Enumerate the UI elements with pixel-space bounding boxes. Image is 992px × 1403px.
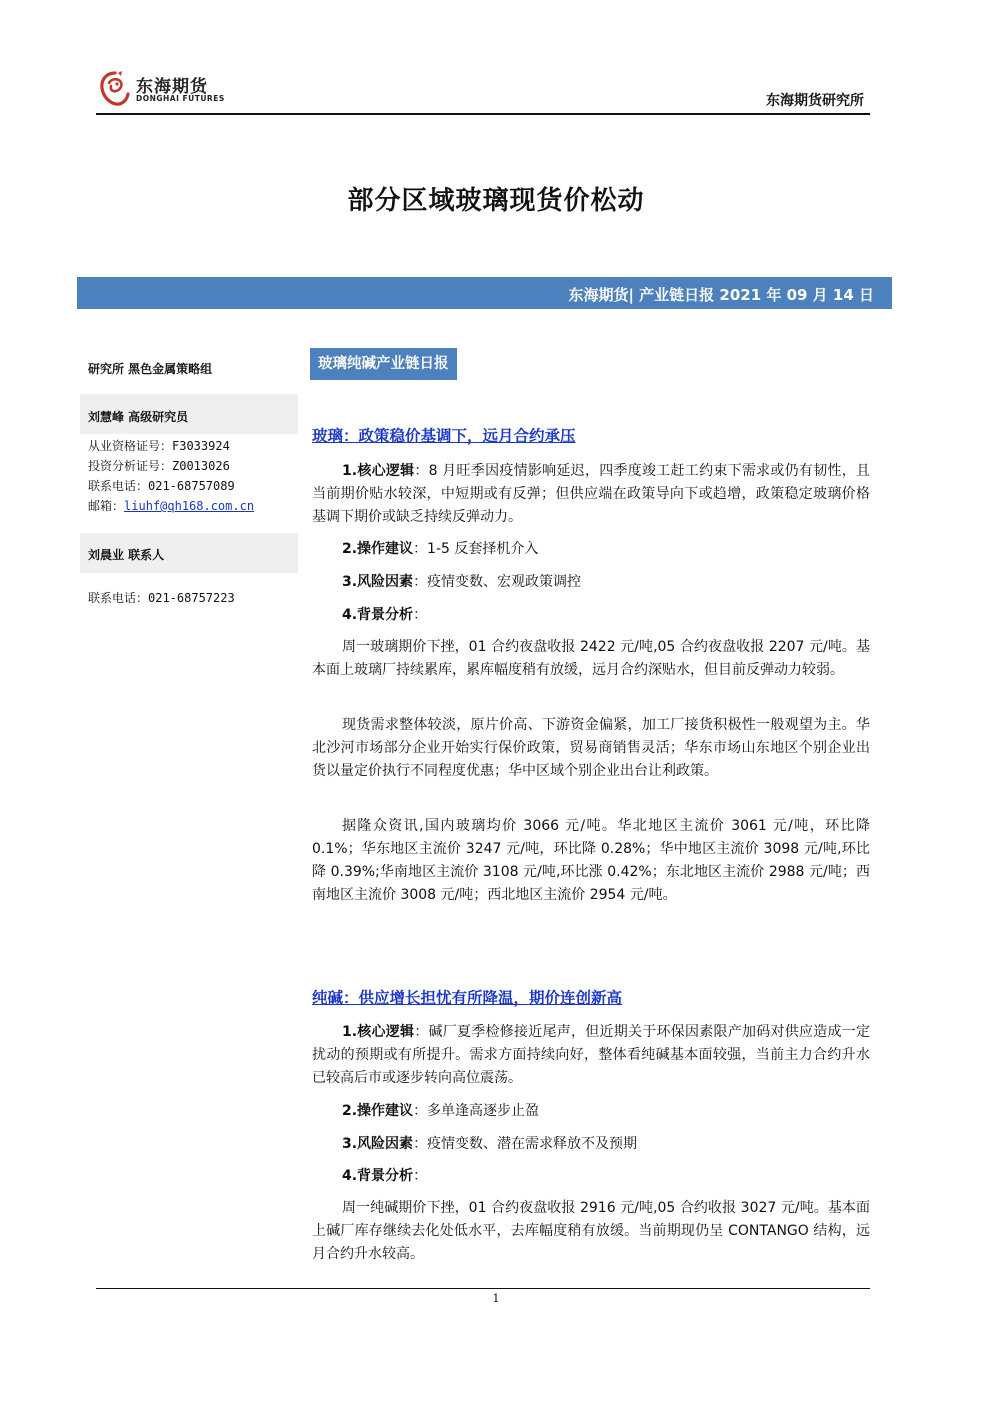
analyst2-name: 刘晨业 联系人 [88, 548, 165, 562]
soda-paragraph-1: 周一纯碱期价下挫，01 合约夜盘收报 2916 元/吨,05 合约收报 3027 元/吨。基本面上碱厂库存继续去化处低水平，去库幅度稍有放缓。当前期现仍呈 CONTANGO 结构，远月合约升水较高。 [312, 1200, 870, 1262]
glass-bg-colon: ： [413, 607, 428, 623]
soda-background-label [342, 1165, 870, 1188]
footer-divider [96, 1288, 870, 1289]
glass-risk [342, 571, 870, 594]
soda-op-label: 2.操作建议 [342, 1103, 414, 1119]
glass-op-text: ：1-5 反套择机介入 [413, 541, 539, 557]
soda-core-label: 1.核心逻辑 [342, 1024, 415, 1040]
glass-op-label: 2.操作建议 [342, 541, 414, 557]
soda-op-text: ：多单逢高逐步止盈 [413, 1103, 540, 1119]
analyst1-invest-cert: 投资分析证号：Z0013026 [88, 459, 230, 473]
soda-operation [342, 1100, 870, 1123]
analyst1-box [80, 394, 298, 434]
report-title: 部分区域玻璃现货价松动 [347, 186, 645, 216]
soda-risk-text: ：疫情变数、潜在需求释放不及预期 [413, 1136, 638, 1152]
soda-bg-label: 4.背景分析 [342, 1168, 414, 1184]
soda-heading[interactable]: 纯碱：供应增长担忧有所降温，期价连创新高 [312, 989, 623, 1007]
analyst1-qualification: 从业资格证号：F3033924 [88, 439, 230, 453]
soda-core-logic [312, 1021, 870, 1090]
analyst2-phone: 联系电话：021-68757223 [88, 591, 235, 605]
soda-core-text: ：碱厂夏季检修接近尾声，但近期关于环保因素限产加码对供应造成一定扰动的预期或有所提升。需求方面持续向好，整体看纯碱基本面较强，当前主力合约升水已较高后市或逐步转向高位震荡。 [312, 1024, 871, 1086]
dragon-logo-icon [98, 70, 132, 110]
analyst1-phone: 联系电话：021-68757089 [88, 479, 235, 493]
glass-core-label: 1.核心逻辑 [342, 463, 415, 479]
analyst2-box [80, 533, 298, 573]
glass-bg-label: 4.背景分析 [342, 607, 414, 623]
glass-core-text: ：8 月旺季因疫情影响延迟，四季度竣工赶工约束下需求或仍有韧性，且当前期价贴水较深，中短期或有反弹；但供应端在政策导向下或趋增，政策稳定玻璃价格基调下期价或缺乏持续反弹动力。 [312, 463, 870, 525]
analyst1-email-row [88, 496, 306, 516]
email-label: 邮箱： [88, 499, 125, 513]
soda-risk-label: 3.风险因素 [342, 1136, 414, 1152]
logo-text-en: DONGHAI FUTURES [136, 94, 225, 103]
glass-heading[interactable]: 玻璃：政策稳价基调下，远月合约承压 [312, 427, 576, 445]
soda-bg-colon: ： [413, 1168, 428, 1184]
company-logo [98, 70, 238, 110]
glass-paragraph-3: 据隆众资讯,国内玻璃均价 3066 元/吨。华北地区主流价 3061 元/吨，环比降 0.1%；华东地区主流价 3247 元/吨，环比降 0.28%；华中地区主流价 3098 元/吨,环比降 0.39%;华南地区主流价 3108 元/吨,环比涨 0.42%；东北地区主流价 2988 元/吨；西南地区主流价 3008 元/吨；西北地区主流价 2954 元/吨。 [312, 818, 870, 903]
header-organization: 东海期货研究所 [766, 93, 864, 109]
glass-core-logic [312, 460, 870, 529]
glass-paragraph-2: 现货需求整体较淡，原片价高、下游资金偏紧，加工厂接货积极性一般观望为主。华北沙河市场部分企业开始实行保价政策，贸易商销售灵活；华东市场山东地区个别企业出货以量定价执行不同程度优惠；华中区域个别企业出台让利政策。 [312, 717, 870, 779]
glass-operation [342, 538, 870, 561]
page-number: 1 [492, 1292, 500, 1305]
glass-risk-label: 3.风险因素 [342, 574, 414, 590]
glass-risk-text: ：疫情变数、宏观政策调控 [413, 574, 582, 590]
email-link[interactable]: liuhf@qh168.com.cn [124, 499, 255, 513]
report-banner [77, 277, 892, 309]
sidebar-group: 研究所 黑色金属策略组 [88, 362, 213, 376]
banner-text: 东海期货| 产业链日报 2021 年 09 月 14 日 [568, 286, 874, 304]
analyst1-name: 刘慧峰 高级研究员 [88, 410, 189, 424]
header-divider [96, 113, 870, 115]
report-label: 玻璃纯碱产业链日报 [310, 348, 457, 380]
soda-risk [342, 1133, 870, 1156]
analyst1-details [80, 436, 306, 516]
glass-background-label [342, 604, 870, 627]
logo-text-cn: 东海期货 [136, 77, 208, 97]
glass-paragraph-1: 周一玻璃期价下挫，01 合约夜盘收报 2422 元/吨,05 合约夜盘收报 2207 元/吨。基本面上玻璃厂持续累库，累库幅度稍有放缓，远月合约深贴水，但目前反弹动力较弱。 [312, 639, 870, 678]
